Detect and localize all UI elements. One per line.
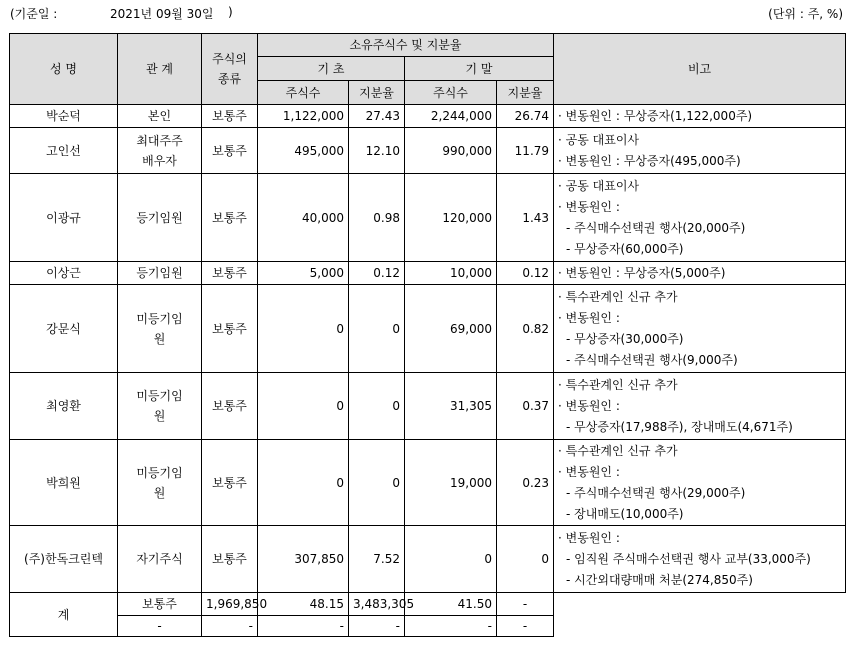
end-shares: 19,000	[405, 440, 497, 526]
note-cell	[554, 128, 846, 174]
begin-ratio: 0	[349, 373, 405, 440]
note-line: · 공동 대표이사	[558, 132, 640, 147]
total-end-ratio-other: -	[405, 616, 497, 637]
col-begin-shares: 주식수	[258, 81, 349, 105]
col-end-ratio: 지분율	[497, 81, 554, 105]
note-line: · 변동원인 :	[558, 464, 620, 479]
begin-shares: 307,850	[258, 526, 349, 593]
total-begin-shares-other: -	[202, 616, 258, 637]
end-shares: 120,000	[405, 174, 497, 262]
shareholder-relation: 최대주주 배우자	[118, 128, 202, 174]
total-end-shares-other: -	[349, 616, 405, 637]
end-shares: 69,000	[405, 285, 497, 373]
note-line: · 특수관계인 신규 추가	[558, 289, 678, 304]
note-line: · 변동원인 : 무상증자(1,122,000주)	[558, 108, 753, 123]
begin-shares: 5,000	[258, 262, 349, 285]
begin-ratio: 0	[349, 285, 405, 373]
begin-ratio: 7.52	[349, 526, 405, 593]
col-begin: 기 초	[258, 57, 405, 81]
total-type: 보통주	[118, 593, 202, 616]
col-ownership: 소유주식수 및 지분율	[258, 34, 554, 57]
note-cell	[554, 440, 846, 526]
note-line: · 변동원인 :	[558, 398, 620, 413]
note-line: - 무상증자(30,000주)	[566, 331, 684, 346]
begin-shares: 0	[258, 285, 349, 373]
note-cell	[554, 174, 846, 262]
end-ratio: 0.23	[497, 440, 554, 526]
note-line: - 주식매수선택권 행사(20,000주)	[566, 220, 746, 235]
shareholder-relation: 미등기임원	[118, 440, 202, 526]
table-row	[10, 440, 846, 526]
end-shares: 10,000	[405, 262, 497, 285]
total-begin-ratio-other: -	[258, 616, 349, 637]
date-label: (기준일 :	[10, 7, 58, 21]
shareholder-name: 강문식	[10, 285, 118, 373]
begin-ratio: 0.12	[349, 262, 405, 285]
begin-ratio: 12.10	[349, 128, 405, 174]
begin-ratio: 0.98	[349, 174, 405, 262]
note-line: · 변동원인 : 무상증자(495,000주)	[558, 153, 741, 168]
end-shares: 0	[405, 526, 497, 593]
note-line: - 임직원 주식매수선택권 행사 교부(33,000주)	[566, 551, 811, 566]
total-begin-shares: 1,969,850	[202, 593, 258, 616]
begin-shares: 0	[258, 440, 349, 526]
col-end: 기 말	[405, 57, 554, 81]
end-shares: 31,305	[405, 373, 497, 440]
table-row	[10, 128, 846, 174]
table-row	[10, 526, 846, 593]
col-relation: 관 계	[118, 34, 202, 105]
note-line: - 장내매도(10,000주)	[566, 506, 684, 521]
note-line: - 무상증자(60,000주)	[566, 241, 684, 256]
stock-type: 보통주	[202, 285, 258, 373]
note-line: - 주식매수선택권 행사(9,000주)	[566, 352, 738, 367]
total-note: -	[497, 593, 554, 616]
table-row	[10, 105, 846, 128]
shareholder-name: 이상근	[10, 262, 118, 285]
note-cell	[554, 373, 846, 440]
note-line: · 공동 대표이사	[558, 178, 640, 193]
begin-shares: 495,000	[258, 128, 349, 174]
shareholder-name: 고인선	[10, 128, 118, 174]
table-row	[10, 174, 846, 262]
begin-shares: 40,000	[258, 174, 349, 262]
shareholder-relation: 본인	[118, 105, 202, 128]
shareholder-name: 최영환	[10, 373, 118, 440]
total-label: 계	[10, 593, 118, 637]
note-line: · 특수관계인 신규 추가	[558, 377, 678, 392]
total-end-ratio: 41.50	[405, 593, 497, 616]
note-cell	[554, 285, 846, 373]
end-shares: 2,244,000	[405, 105, 497, 128]
col-begin-ratio: 지분율	[349, 81, 405, 105]
shareholder-relation: 자기주식	[118, 526, 202, 593]
note-line: · 특수관계인 신규 추가	[558, 443, 678, 458]
shareholder-name: (주)한독크린텍	[10, 526, 118, 593]
col-name: 성 명	[10, 34, 118, 105]
end-ratio: 0.37	[497, 373, 554, 440]
stock-type: 보통주	[202, 440, 258, 526]
total-end-shares: 3,483,305	[349, 593, 405, 616]
end-ratio: 26.74	[497, 105, 554, 128]
stock-type: 보통주	[202, 105, 258, 128]
shareholder-name: 이광규	[10, 174, 118, 262]
end-ratio: 0.82	[497, 285, 554, 373]
total-note-other: -	[497, 616, 554, 637]
stock-type: 보통주	[202, 174, 258, 262]
end-ratio: 0	[497, 526, 554, 593]
stock-type: 보통주	[202, 373, 258, 440]
begin-ratio: 27.43	[349, 105, 405, 128]
note-cell	[554, 262, 846, 285]
note-cell	[554, 526, 846, 593]
shareholder-relation: 등기임원	[118, 174, 202, 262]
unit-label: (단위 : 주, %)	[768, 7, 843, 21]
note-line: · 변동원인 :	[558, 530, 620, 545]
shareholder-relation: 등기임원	[118, 262, 202, 285]
table-row	[10, 285, 846, 373]
total-type-other: -	[118, 616, 202, 637]
report-header	[10, 5, 843, 23]
shareholder-name: 박희원	[10, 440, 118, 526]
note-line: · 변동원인 :	[558, 199, 620, 214]
begin-shares: 1,122,000	[258, 105, 349, 128]
shareholding-table	[9, 33, 846, 637]
end-ratio: 11.79	[497, 128, 554, 174]
note-line: - 시간외대량매매 처분(274,850주)	[566, 572, 753, 587]
end-ratio: 0.12	[497, 262, 554, 285]
note-line: · 변동원인 : 무상증자(5,000주)	[558, 265, 726, 280]
stock-type: 보통주	[202, 262, 258, 285]
begin-shares: 0	[258, 373, 349, 440]
shareholder-name: 박순덕	[10, 105, 118, 128]
total-row-other	[10, 616, 846, 637]
col-end-shares: 주식수	[405, 81, 497, 105]
total-begin-ratio: 48.15	[258, 593, 349, 616]
col-stock-type: 주식의 종류	[202, 34, 258, 105]
table-row	[10, 373, 846, 440]
date-value: 2021년 09월 30일	[110, 7, 214, 21]
stock-type: 보통주	[202, 526, 258, 593]
total-row	[10, 593, 846, 616]
note-line: - 주식매수선택권 행사(29,000주)	[566, 485, 746, 500]
end-shares: 990,000	[405, 128, 497, 174]
shareholder-relation: 미등기임원	[118, 285, 202, 373]
note-cell	[554, 105, 846, 128]
stock-type: 보통주	[202, 128, 258, 174]
col-note: 비고	[554, 34, 846, 105]
note-line: - 무상증자(17,988주), 장내매도(4,671주)	[566, 419, 793, 434]
date-close: )	[228, 5, 233, 19]
begin-ratio: 0	[349, 440, 405, 526]
end-ratio: 1.43	[497, 174, 554, 262]
shareholder-relation: 미등기임원	[118, 373, 202, 440]
table-row	[10, 262, 846, 285]
note-line: · 변동원인 :	[558, 310, 620, 325]
